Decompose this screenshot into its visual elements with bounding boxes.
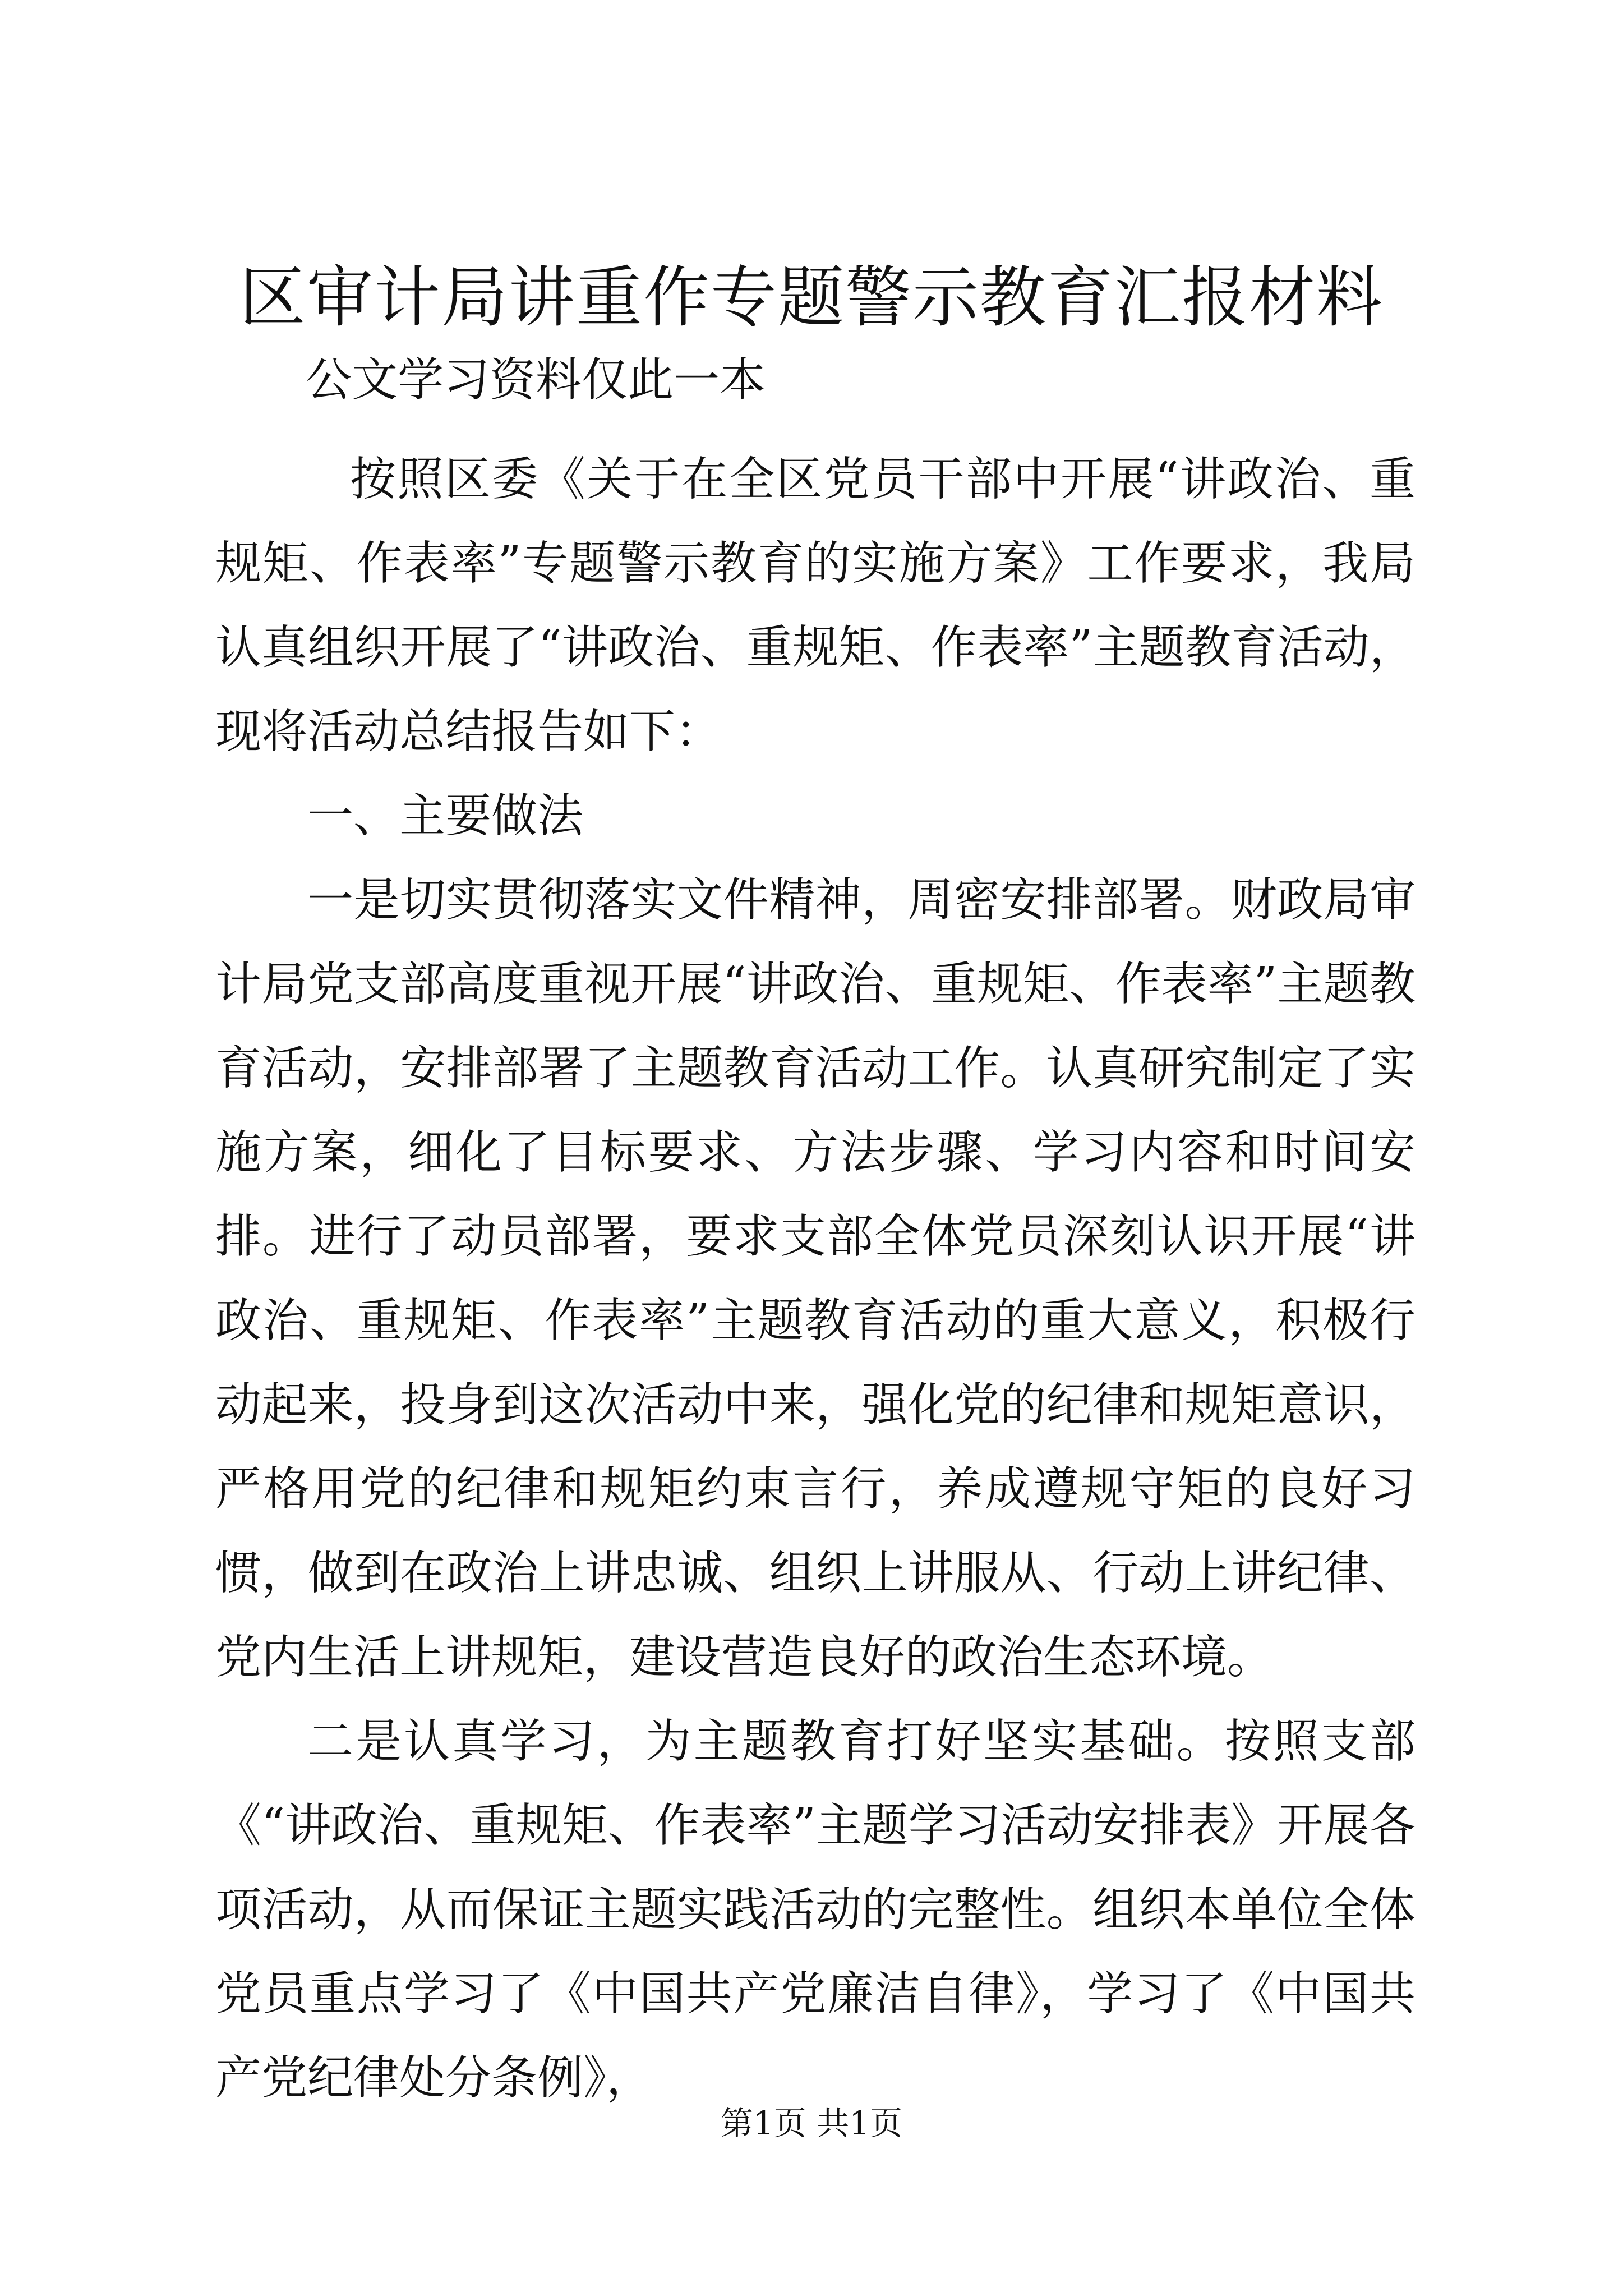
intro-paragraph: 按照区委《关于在全区党员干部中开展“讲政治、重规矩、作表率”专题警示教育的实施方案》工作要求，我局认真组织开展了“讲政治、重规矩、作表率”主题教育活动，现将活动总结报告如下： [215,453,1415,758]
document-subtitle: 公文学习资料仅此一本 [306,353,766,407]
section-heading: 一、主要做法 [307,789,584,843]
document-title: 区审计局讲重作专题警示教育汇报材料 [239,259,1384,336]
document-body [215,438,1415,2120]
body-paragraph: 二是认真学习，为主题教育打好坚实基础。按照支部《“讲政治、重规矩、作表率”主题学习活动安排表》开展各项活动，从而保证主题实践活动的完整性。组织本单位全体党员重点学习了《中国共产党廉洁自律》，学习了《中国共产党纪律处分条例》， [215,1715,1415,2105]
body-paragraph: 一是切实贯彻落实文件精神，周密安排部署。财政局审计局党支部高度重视开展“讲政治、重规矩、作表率”主题教育活动，安排部署了主题教育活动工作。认真研究制定了实施方案，细化了目标要求、方法步骤、学习内容和时间安排。进行了动员部署，要求支部全体党员深刻认识开展“讲政治、重规矩、作表率”主题教育活动的重大意义，积极行动起来，投身到这次活动中来，强化党的纪律和规矩意识，严格用党的纪律和规矩约束言行，养成遵规守矩的良好习惯，做到在政治上讲忠诚、组织上讲服从、行动上讲纪律、党内生活上讲规矩，建设营造良好的政治生态环境。 [215,873,1415,1684]
page-footer: 第1页 共1页 [720,2104,903,2142]
